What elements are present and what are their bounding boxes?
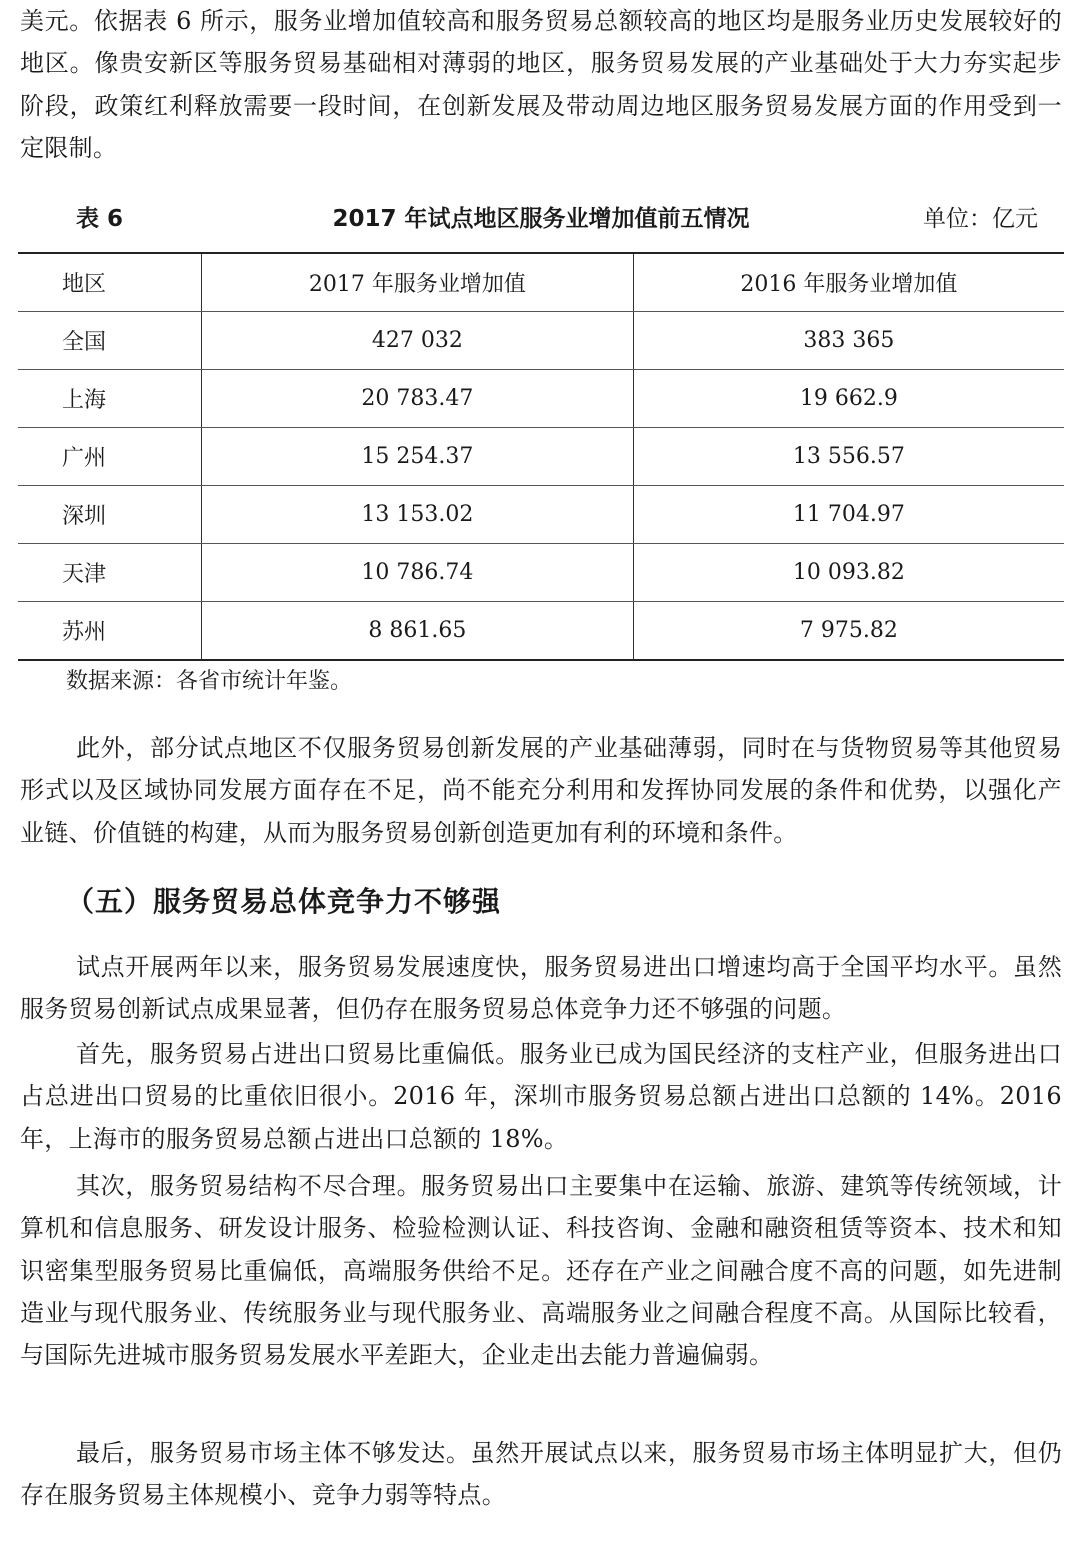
paragraph-3: 首先，服务贸易占进出口贸易比重偏低。服务业已成为国民经济的支柱产业，但服务进出口占总进出口贸易的比重依旧很小。2016 年，深圳市服务贸易总额占进出口总额的 14%。2016 年，上海市的服务贸易总额占进出口总额的 18%。 [20,1040,1062,1153]
cell-region: 上海 [18,370,202,428]
header-2017: 2017 年服务业增加值 [202,253,634,312]
cell-region: 广州 [18,428,202,486]
cell-2017: 15 254.37 [202,428,634,486]
cell-2016: 11 704.97 [633,486,1064,544]
cell-2016: 13 556.57 [633,428,1064,486]
cell-2016: 10 093.82 [633,544,1064,602]
table-label: 表 6 [76,206,124,232]
table-row [18,428,1064,486]
cell-region: 深圳 [18,486,202,544]
table-row [18,486,1064,544]
cell-2016: 19 662.9 [633,370,1064,428]
header-region: 地区 [18,253,202,312]
cell-2016: 383 365 [633,312,1064,370]
table-row [18,370,1064,428]
paragraph-1: 此外，部分试点地区不仅服务贸易创新发展的产业基础薄弱，同时在与货物贸易等其他贸易形式以及区域协同发展方面存在不足，尚不能充分利用和发挥协同发展的条件和优势，以强化产业链、价值链的构建，从而为服务贸易创新创造更加有利的环境和条件。 [20,734,1062,847]
cell-2016: 7 975.82 [633,602,1064,661]
cell-2017: 13 153.02 [202,486,634,544]
table-source-note: 数据来源：各省市统计年鉴。 [66,669,353,694]
header-2016: 2016 年服务业增加值 [633,253,1064,312]
paragraph-4: 其次，服务贸易结构不尽合理。服务贸易出口主要集中在运输、旅游、建筑等传统领域，计算机和信息服务、研发设计服务、检验检测认证、科技咨询、金融和融资租赁等资本、技术和知识密集型服务贸易比重偏低，高端服务供给不足。还存在产业之间融合度不高的问题，如先进制造业与现代服务业、传统服务业与现代服务业、高端服务业之间融合程度不高。从国际比较看，与国际先进城市服务贸易发展水平差距大，企业走出去能力普遍偏弱。 [20,1172,1062,1370]
cell-region: 全国 [18,312,202,370]
table-title: 2017 年试点地区服务业增加值前五情况 [332,206,750,232]
paragraph-2: 试点开展两年以来，服务贸易发展速度快，服务贸易进出口增速均高于全国平均水平。虽然服务贸易创新试点成果显著，但仍存在服务贸易总体竞争力还不够强的问题。 [20,953,1062,1024]
paragraph-intro: 美元。依据表 6 所示，服务业增加值较高和服务贸易总额较高的地区均是服务业历史发展较好的地区。像贵安新区等服务贸易基础相对薄弱的地区，服务贸易发展的产业基础处于大力夯实起步阶段，政策红利释放需要一段时间，在创新发展及带动周边地区服务贸易发展方面的作用受到一定限制。 [20,7,1062,162]
cell-2017: 10 786.74 [202,544,634,602]
table-row [18,544,1064,602]
data-table [18,252,1064,661]
cell-region: 天津 [18,544,202,602]
table-header-row [18,253,1064,312]
cell-region: 苏州 [18,602,202,661]
table-row [18,312,1064,370]
cell-2017: 427 032 [202,312,634,370]
cell-2017: 20 783.47 [202,370,634,428]
table-unit: 单位：亿元 [923,206,1038,232]
section-heading: （五）服务贸易总体竞争力不够强 [66,885,502,918]
table-row [18,602,1064,661]
table-caption [20,201,1062,237]
paragraph-5: 最后，服务贸易市场主体不够发达。虽然开展试点以来，服务贸易市场主体明显扩大，但仍存在服务贸易主体规模小、竞争力弱等特点。 [20,1439,1062,1510]
cell-2017: 8 861.65 [202,602,634,661]
